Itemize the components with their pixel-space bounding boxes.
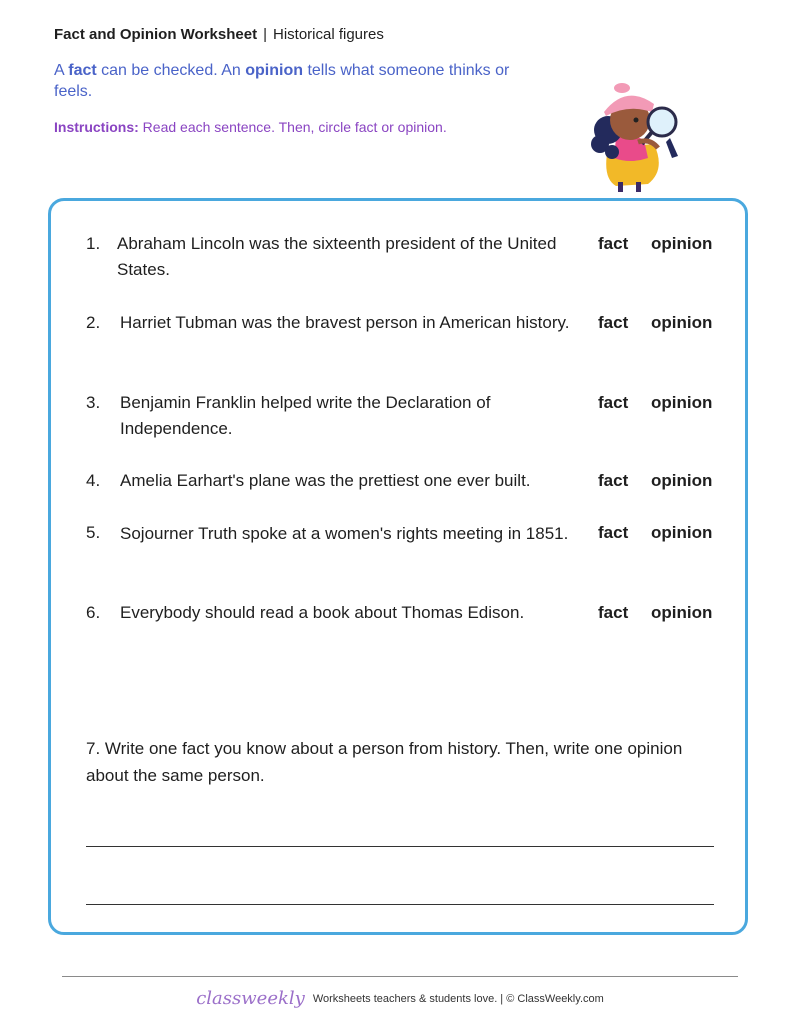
title-separator: |	[263, 26, 267, 43]
q2-opinion-choice[interactable]: opinion	[651, 313, 713, 332]
footer-tagline: Worksheets teachers & students love. | © ClassWeekly.com	[312, 993, 604, 1005]
q4-opinion-choice[interactable]: opinion	[651, 471, 713, 490]
q1-fact-choice[interactable]: fact	[598, 234, 629, 253]
instructions-label: Instructions:	[54, 119, 139, 135]
classweekly-logo: classweekly	[196, 988, 305, 1009]
question-text: Sojourner Truth spoke at a women's rights meeting in 1851.	[120, 524, 569, 543]
question-text: Benjamin Franklin helped write the Declaration of Independence.	[120, 393, 491, 438]
title-subtitle: Historical figures	[273, 26, 384, 43]
q6-opinion-choice[interactable]: opinion	[651, 603, 713, 622]
q2-fact-choice[interactable]: fact	[598, 313, 629, 332]
q3-opinion-choice[interactable]: opinion	[651, 393, 713, 412]
question-text: Abraham Lincoln was the sixteenth president of the United States.	[117, 234, 557, 279]
instructions-text: Read each sentence. Then, circle fact or opinion.	[138, 119, 447, 135]
definition-text-1: A	[54, 62, 69, 79]
question-number: 2.	[86, 313, 101, 332]
definition-text-2: can be checked. An	[96, 62, 246, 79]
title-bold: Fact and Opinion Worksheet	[54, 26, 258, 43]
definition-word-opinion: opinion	[245, 62, 303, 79]
worksheet-title	[54, 26, 384, 43]
q1-opinion-choice[interactable]: opinion	[651, 234, 713, 253]
q4-fact-choice[interactable]: fact	[598, 471, 629, 490]
q5-opinion-choice[interactable]: opinion	[651, 523, 713, 542]
answer-line-1[interactable]	[86, 846, 714, 847]
question-text: Everybody should read a book about Thomas Edison.	[120, 603, 525, 622]
question-number: 4.	[86, 471, 101, 490]
question-7-prompt: 7. Write one fact you know about a person from history. Then, write one opinion about the same person.	[86, 739, 683, 785]
footer-divider	[62, 976, 738, 977]
answer-line-2[interactable]	[86, 904, 714, 905]
detective-girl-magnifier-icon	[578, 78, 688, 196]
question-text: Amelia Earhart's plane was the prettiest one ever built.	[120, 471, 531, 490]
questions-card	[48, 198, 748, 935]
definition-text-3: tells what someone thinks or feels.	[54, 62, 510, 100]
question-number: 1.	[86, 234, 101, 253]
fact-opinion-definition	[54, 60, 534, 102]
footer	[0, 988, 800, 1009]
q6-fact-choice[interactable]: fact	[598, 603, 629, 622]
question-number: 6.	[86, 603, 101, 622]
question-number: 3.	[86, 393, 101, 412]
q5-fact-choice[interactable]: fact	[598, 523, 629, 542]
instructions	[54, 119, 447, 135]
definition-word-fact: fact	[68, 62, 97, 79]
question-number: 5.	[86, 523, 101, 542]
question-text: Harriet Tubman was the bravest person in American history.	[120, 313, 570, 332]
q3-fact-choice[interactable]: fact	[598, 393, 629, 412]
